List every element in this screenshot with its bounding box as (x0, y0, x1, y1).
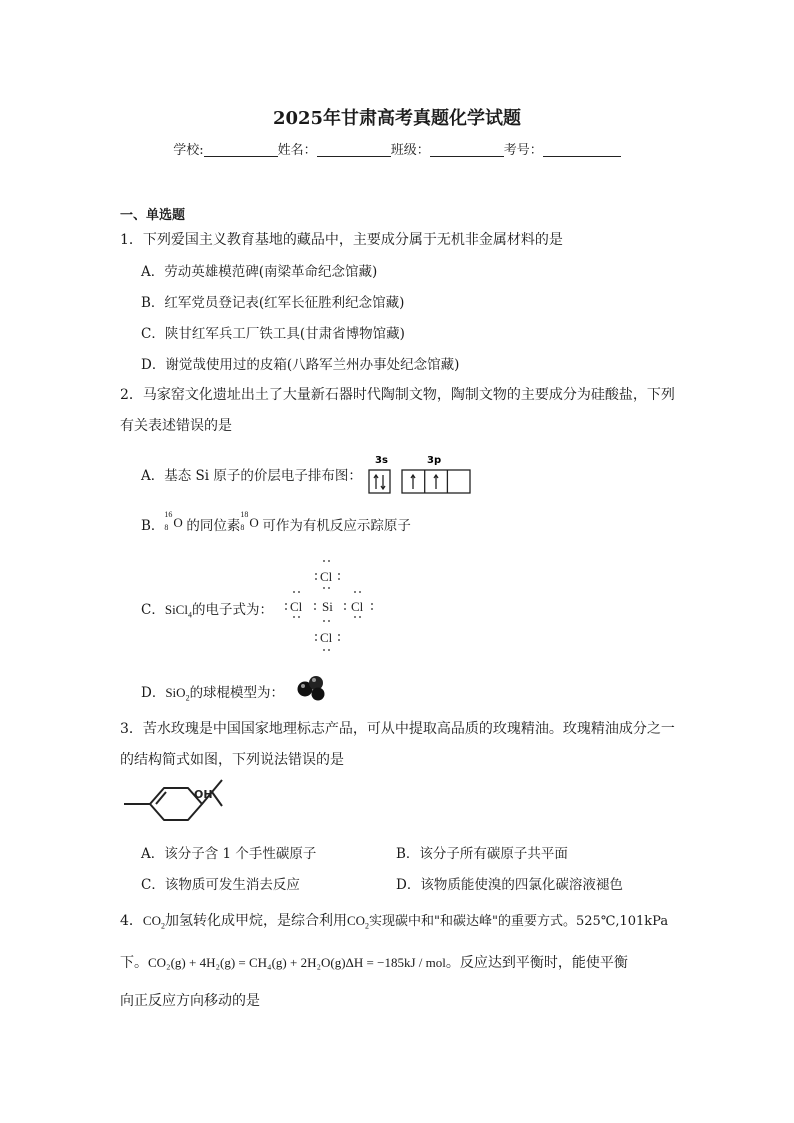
si-center: Si (322, 599, 333, 614)
class-label: 班级： (390, 143, 430, 158)
reaction-equation: CO₂(g) + 4H₂(g) = CH₄(g) + 2H₂O(g)ΔH = −185kJ / mol (148, 955, 446, 970)
cl-left: Cl (290, 599, 303, 614)
q2-option-a: A．基态 Si 原子的价层电子排布图： (141, 468, 362, 484)
q4-line2: 下。CO₂(g) + 4H₂(g) = CH₄(g) + 2H₂O(g)ΔH = −185kJ / mol。反应达到平衡时，能使平衡 (120, 955, 628, 971)
q3-stem-line1: 3．苦水玫瑰是中国国家地理标志产品，可从中提取高品质的玫瑰精油。玫瑰精油成分之一 (120, 721, 675, 737)
sicl4-formula: SiCl$_4$ (164, 602, 192, 620)
sicl4-lewis-structure (280, 553, 380, 661)
number-blank[interactable] (543, 142, 621, 157)
exam-title: 2025年甘肃高考真题化学试题 (272, 108, 522, 129)
q3-option-b: B．该分子所有碳原子共平面 (396, 846, 568, 862)
cl-right: Cl (351, 599, 364, 614)
q2-stem-line1: 2．马家窑文化遗址出土了大量新石器时代陶制文物，陶制文物的主要成分为硅酸盐，下列 (120, 387, 675, 403)
q1-option-b: B．红军党员登记表(红军长征胜利纪念馆藏) (141, 295, 405, 311)
co2-formula: $CO_2$ (142, 913, 165, 931)
q1-stem: 1．下列爱国主义教育基地的藏品中，主要成分属于无机非金属材料的是 (120, 232, 563, 248)
label-3s: 3s (375, 455, 388, 466)
q4-line1: 4．$CO_2$加氢转化成甲烷，是综合利用$CO_2$实现碳中和"和碳达峰"的重要方式。525℃,101kPa (120, 913, 669, 931)
sio2-formula: SiO$_2$ (165, 685, 190, 703)
q4-line3: 向正反应方向移动的是 (120, 993, 260, 1009)
school-label: 学校: (173, 143, 204, 158)
number-label: 考号： (503, 143, 543, 158)
school-blank[interactable] (204, 142, 278, 157)
q3-option-a: A．该分子含 1 个手性碳原子 (141, 846, 317, 862)
orbital-diagram (366, 453, 474, 497)
oh-label: OH (194, 788, 213, 801)
q2-stem-line2: 有关表述错误的是 (120, 418, 232, 434)
section-heading-single-choice: 一、单选题 (120, 208, 186, 223)
co2-formula-2: $CO_2$ (346, 913, 370, 931)
isotope-o16: 16 8 O (164, 510, 183, 532)
q3-stem-line2: 的结构简式如图，下列说法错误的是 (120, 752, 344, 768)
student-info-line (0, 139, 794, 158)
class-blank[interactable] (430, 142, 504, 157)
q3-option-c: C．该物质可发生消去反应 (141, 877, 300, 893)
q1-option-c: C．陕甘红军兵工厂铁工具(甘肃省博物馆藏) (141, 326, 405, 342)
q2-option-c: C．SiCl$_4$的电子式为： (141, 602, 273, 620)
label-3p: 3p (427, 455, 442, 466)
orbital-box-3s (369, 470, 390, 493)
q1-option-d: D．谢觉哉使用过的皮箱(八路军兰州办事处纪念馆藏) (141, 357, 460, 373)
q3-option-d: D．该物质能使溴的四氯化碳溶液褪色 (396, 877, 623, 893)
terpineol-structure (120, 778, 240, 830)
name-label: 姓名： (277, 143, 317, 158)
name-blank[interactable] (317, 142, 391, 157)
sio2-ball-stick-model (294, 673, 330, 703)
cl-top: Cl (320, 569, 333, 584)
isotope-o18: 18 8 O (240, 510, 259, 532)
q2-option-b: B． 16 8 O 的同位素 18 8 O 可作为有机反应示踪原子 (141, 510, 411, 534)
q2-option-d: D．SiO$_2$的球棍模型为： (141, 685, 285, 703)
paired-electron-arrows (374, 475, 385, 489)
q1-option-a: A．劳动英雄模范碑(南梁革命纪念馆藏) (141, 264, 378, 280)
cl-bottom: Cl (320, 630, 333, 645)
